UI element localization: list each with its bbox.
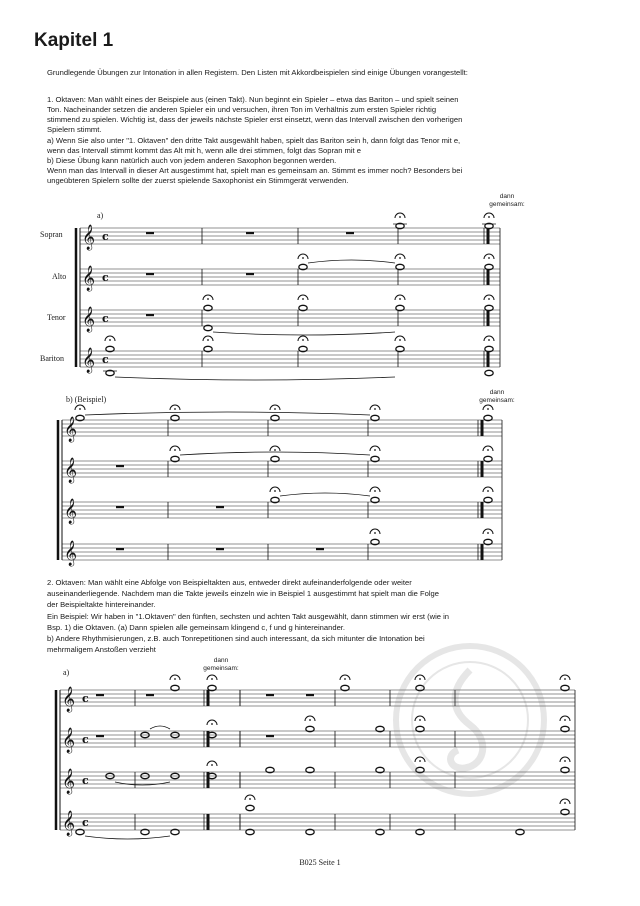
voice-label-sopran: Sopran xyxy=(40,230,63,239)
treble-clef-icon: 𝄞 xyxy=(82,307,96,332)
whole-rest xyxy=(96,694,104,696)
fermata-dot xyxy=(174,678,176,680)
intro-text: Grundlegende Übungen zur Intonation in allen Registern. Den Listen mit Akkordbeispielen sind einige Übungen vorangestellt: xyxy=(47,68,468,77)
fermata-dot xyxy=(374,490,376,492)
whole-note xyxy=(246,805,254,810)
fermata-dot xyxy=(174,449,176,451)
fermata-dot xyxy=(487,449,489,451)
tie xyxy=(213,332,395,335)
treble-clef-icon: 𝄞 xyxy=(62,769,76,794)
gemeinsam-text: gemeinsam: xyxy=(489,201,525,208)
section2-line: b) Andere Rhythmisierungen, z.B. auch Tonrepetitionen sind auch interessant, da sich mitunter die Intonation bei xyxy=(47,634,425,643)
fermata-dot xyxy=(274,449,276,451)
section1-line: wenn das Intervall stimmt kommt das Alt mit h, wenn alle drei stimmen, folgt das Sopran mit e xyxy=(47,146,361,155)
whole-rest xyxy=(246,232,254,234)
score1-label: a) xyxy=(97,211,104,220)
fermata-dot xyxy=(309,719,311,721)
fermata-dot xyxy=(302,339,304,341)
fermata-dot xyxy=(488,298,490,300)
fermata-dot xyxy=(488,339,490,341)
whole-rest xyxy=(216,548,224,550)
fermata-dot xyxy=(487,490,489,492)
treble-clef-icon: 𝄞 xyxy=(64,417,78,442)
section1-line: a) Wenn Sie also unter "1. Oktaven" den dritte Takt ausgewählt haben, spielt das Bariton sein h, dann folgt das Tenor mit e, xyxy=(47,136,461,145)
section2-line: Ein Beispiel: Wir haben in "1.Oktaven" den fünften, sechsten und achten Takt ausgewählt, dann stimmen wir erst (wie in xyxy=(47,612,450,621)
tie xyxy=(115,377,395,380)
fermata-dot xyxy=(79,408,81,410)
score2-dann-label xyxy=(472,389,522,405)
tie xyxy=(85,836,170,839)
fermata-dot xyxy=(302,257,304,259)
section2-line: der Beispieltakte hintereinander. xyxy=(47,600,156,609)
whole-rest xyxy=(146,232,154,234)
fermata-dot xyxy=(274,490,276,492)
treble-clef-icon: 𝄞 xyxy=(64,499,78,524)
fermata-dot xyxy=(564,802,566,804)
voice-label-bariton: Bariton xyxy=(40,354,64,363)
fermata-dot xyxy=(399,298,401,300)
tie xyxy=(280,493,370,496)
whole-rest xyxy=(346,232,354,234)
fermata-dot xyxy=(374,449,376,451)
time-signature: c xyxy=(102,271,109,284)
tie xyxy=(180,452,370,455)
whole-rest xyxy=(266,735,274,737)
fermata-dot xyxy=(399,216,401,218)
voice-label-alto: Alto xyxy=(52,272,67,281)
whole-rest xyxy=(146,273,154,275)
fermata-dot xyxy=(487,408,489,410)
fermata-dot xyxy=(109,339,111,341)
whole-rest xyxy=(146,314,154,316)
section2-line: 2. Oktaven: Man wählt eine Abfolge von Beispieltakten aus, entweder direkt aufeinanderfolgende oder weiter xyxy=(47,578,412,587)
whole-rest xyxy=(116,465,124,467)
treble-clef-icon: 𝄞 xyxy=(64,458,78,483)
fermata-dot xyxy=(207,339,209,341)
whole-note xyxy=(485,370,493,375)
fermata-dot xyxy=(488,216,490,218)
page-footer: B025 Seite 1 xyxy=(299,858,341,867)
whole-rest xyxy=(316,548,324,550)
whole-rest xyxy=(266,694,274,696)
treble-clef-icon: 𝄞 xyxy=(82,348,96,373)
tie xyxy=(150,726,170,729)
fermata-dot xyxy=(564,760,566,762)
dann-text: dann xyxy=(213,657,229,664)
fermata-dot xyxy=(399,257,401,259)
treble-clef-icon: 𝄞 xyxy=(82,225,96,250)
fermata-dot xyxy=(374,408,376,410)
fermata-dot xyxy=(174,408,176,410)
time-signature: c xyxy=(82,816,89,829)
time-signature: c xyxy=(102,312,109,325)
whole-rest xyxy=(116,506,124,508)
fermata-dot xyxy=(488,257,490,259)
fermata-dot xyxy=(207,298,209,300)
fermata-dot xyxy=(344,678,346,680)
treble-clef-icon: 𝄞 xyxy=(82,266,96,291)
fermata-dot xyxy=(211,764,213,766)
score1-dann-label xyxy=(482,193,532,209)
section2-line: Bsp. 1) die Oktaven. (a) Dann spielen alle gemeinsam klingend c, f und g hintereinander. xyxy=(47,623,346,632)
fermata-dot xyxy=(564,719,566,721)
score3-dann-label xyxy=(196,657,246,673)
treble-clef-icon: 𝄞 xyxy=(62,687,76,712)
whole-rest xyxy=(116,548,124,550)
dann-text: dann xyxy=(499,193,515,200)
fermata-dot xyxy=(487,532,489,534)
fermata-dot xyxy=(374,532,376,534)
time-signature: c xyxy=(82,774,89,787)
gemeinsam-text: gemeinsam: xyxy=(203,665,239,672)
score-example-1 xyxy=(0,190,640,385)
section1-line: stimmend zu spielen. Wichtig ist, dass der jeweils nächste Spieler erst einsetzt, wenn das Intervall zwischen den vorherigen xyxy=(47,115,463,124)
whole-rest xyxy=(96,735,104,737)
whole-rest xyxy=(306,694,314,696)
time-signature: c xyxy=(102,353,109,366)
time-signature: c xyxy=(82,692,89,705)
chapter-heading: Kapitel 1 xyxy=(34,30,114,51)
fermata-dot xyxy=(399,339,401,341)
treble-clef-icon: 𝄞 xyxy=(62,728,76,753)
fermata-dot xyxy=(274,408,276,410)
publisher-watermark xyxy=(390,640,550,800)
time-signature: c xyxy=(102,230,109,243)
section1-line: ungeübteren Spielern sollte der zuerst spielende Saxophonist ein Stimmgerät verwenden. xyxy=(47,176,349,185)
section1-line: Ton. Nacheinander setzen die anderen Spieler ein und versuchen, ihren Ton im Verhältnis zum ersten Spieler richtig xyxy=(47,105,437,114)
section1-line: b) Diese Übung kann natürlich auch von jedem anderen Saxophon begonnen werden. xyxy=(47,156,337,165)
fermata-dot xyxy=(211,723,213,725)
fermata-dot xyxy=(211,678,213,680)
voice-label-tenor: Tenor xyxy=(47,313,66,322)
whole-rest xyxy=(146,694,154,696)
time-signature: c xyxy=(82,733,89,746)
score3-label: a) xyxy=(63,668,70,677)
section2-line: auseinanderliegende. Nachdem man die Takte jeweils einzeln wie in Beispiel 1 ausgestimmt hat spielt man die Folge xyxy=(47,589,440,598)
whole-rest xyxy=(246,273,254,275)
fermata-dot xyxy=(564,678,566,680)
score-example-2 xyxy=(0,385,640,575)
tie xyxy=(115,782,170,785)
treble-clef-icon: 𝄞 xyxy=(62,811,76,836)
fermata-dot xyxy=(249,798,251,800)
treble-clef-icon: 𝄞 xyxy=(64,541,78,566)
score2-label: b) (Beispiel) xyxy=(66,395,107,404)
gemeinsam-text: gemeinsam: xyxy=(479,397,515,404)
fermata-dot xyxy=(302,298,304,300)
tie xyxy=(85,412,370,415)
tie xyxy=(308,260,395,263)
section2-line: mehrmaligem Anstoßen verzieht xyxy=(47,645,156,654)
whole-rest xyxy=(216,506,224,508)
section1-line: Wenn man das Intervall in dieser Art ausgestimmt hat, spielt man es gemeinsam an. Stimmt es immer noch? Besonders bei xyxy=(47,166,463,175)
section1-line: Spielern stimmt. xyxy=(47,125,102,134)
dann-text: dann xyxy=(489,389,505,396)
section1-line: 1. Oktaven: Man wählt eines der Beispiele aus (einen Takt). Nun beginnt ein Spieler – etwa das Bariton – und spielt seinen xyxy=(47,95,459,104)
